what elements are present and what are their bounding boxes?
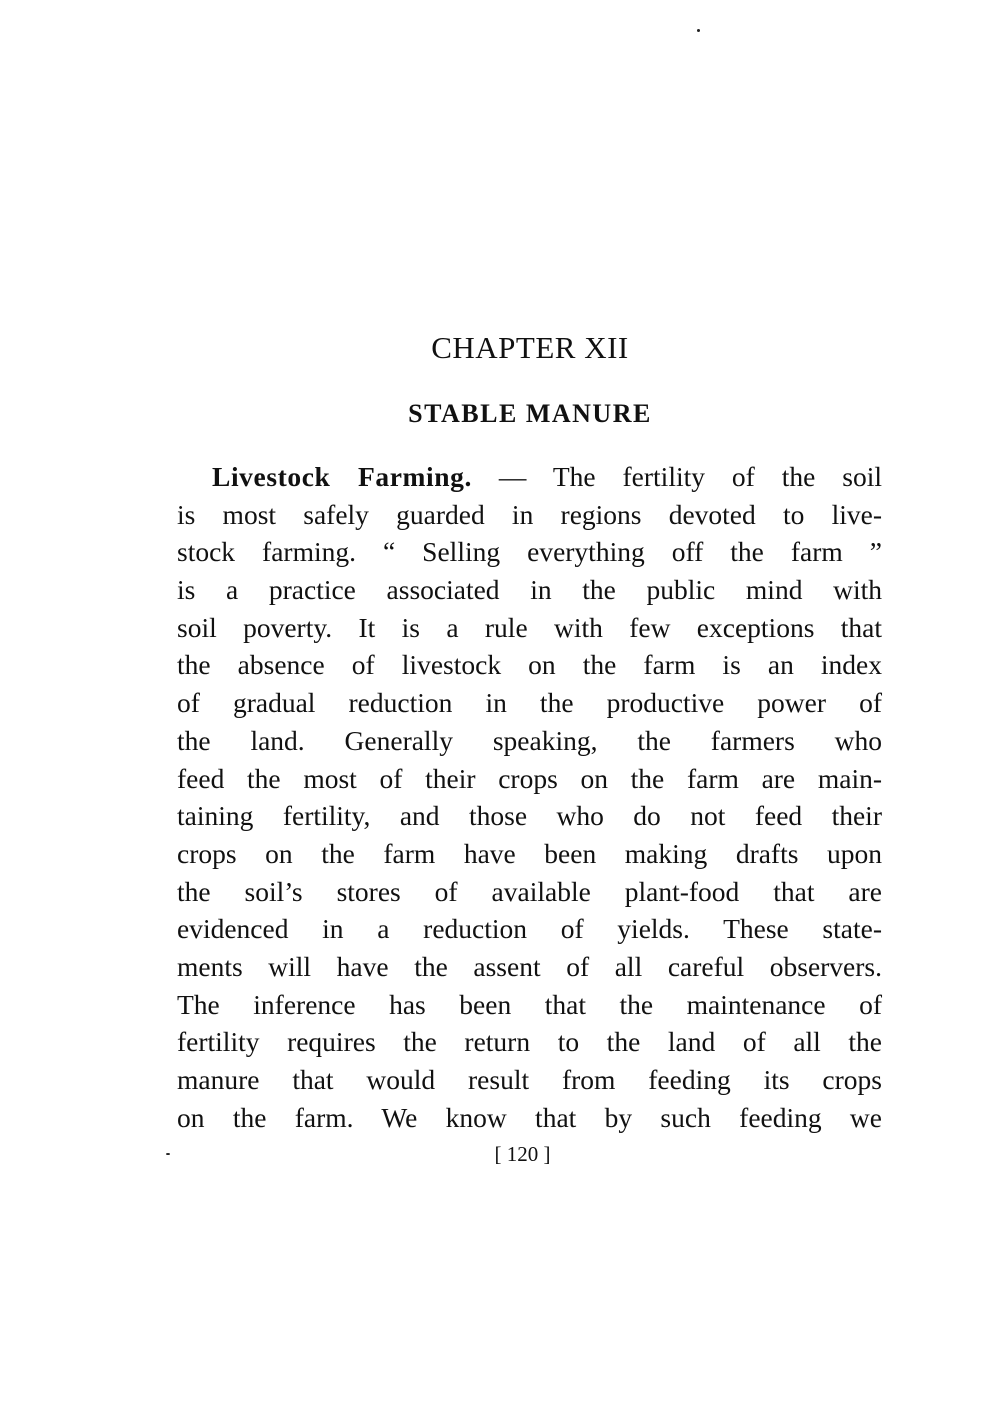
paragraph-line: feed the most of their crops on the farm are main- xyxy=(177,762,882,794)
paragraph-line: taining fertility, and those who do not feed their xyxy=(177,800,882,832)
paragraph-line: the soil’s stores of available plant-food that are xyxy=(177,875,882,907)
paragraph-line: The inference has been that the maintenance of xyxy=(177,988,882,1020)
paragraph-line: ments will have the assent of all careful observers. xyxy=(177,950,882,982)
scan-speck xyxy=(166,1153,170,1155)
chapter-title: STABLE MANURE xyxy=(408,399,652,428)
scan-speck xyxy=(697,29,700,32)
paragraph-line: the land. Generally speaking, the farmers who xyxy=(177,724,882,756)
paragraph-line: fertility requires the return to the land of all the xyxy=(177,1026,882,1058)
line-text: — The fertility of the soil xyxy=(472,461,882,492)
body-paragraph xyxy=(177,458,882,1136)
paragraph-line: stock farming. “ Selling everything off the farm ” xyxy=(177,536,882,568)
paragraph-line: manure that would result from feeding its crops xyxy=(177,1064,882,1095)
paragraph-line: crops on the farm have been making drafts upon xyxy=(177,837,882,869)
chapter-heading: CHAPTER XII xyxy=(431,330,629,365)
paragraph-line: on the farm. We know that by such feeding we xyxy=(177,1101,882,1133)
paragraph-line: is most safely guarded in regions devoted to live- xyxy=(177,498,882,530)
run-in-heading: Livestock Farming. xyxy=(212,461,472,492)
paragraph-line: of gradual reduction in the productive power of xyxy=(177,687,882,719)
paragraph-line: soil poverty. It is a rule with few exceptions that xyxy=(177,611,882,643)
paragraph-line xyxy=(177,458,882,496)
paragraph-line: the absence of livestock on the farm is an index xyxy=(177,649,882,681)
page-number: [ 120 ] xyxy=(494,1142,551,1166)
paragraph-line: evidenced in a reduction of yields. These state- xyxy=(177,913,882,945)
paragraph-line: is a practice associated in the public mind with xyxy=(177,574,882,606)
